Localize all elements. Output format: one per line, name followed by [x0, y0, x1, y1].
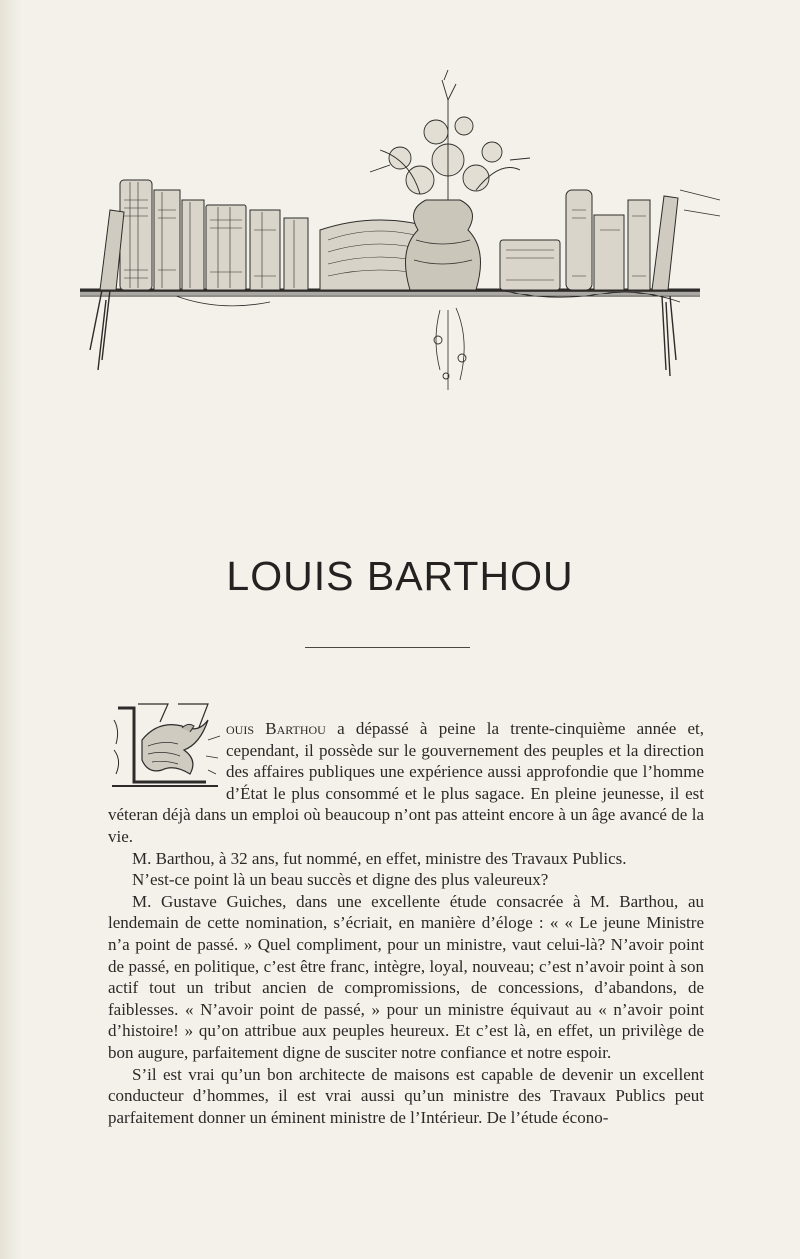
page-edge-shadow — [0, 0, 22, 1259]
paragraph-2: M. Barthou, à 32 ans, fut nommé, en effet, ministre des Travaux Publics. — [132, 848, 627, 868]
drop-cap-spacer — [108, 720, 226, 804]
paragraph-4: M. Gustave Guiches, dans une excellente étude consacrée à M. Barthou, au lendemain de cette nomination, s’écriait, en manière d’éloge : « « Le jeune Ministre n’a point de passé. » Quel compliment, pour un ministre, vaut celui-là? N’avoir point de passé, en politique, c’est être franc, intègre, loyal, nouveau; c’est n’avoir point à son actif tout un tribut ancien de compromissions, de concessions, d’abandons, de faiblesses. « N’avoir point de passé, » pour un ministre équivaut au « n’avoir point d’histoire! » qu’on attribue aux peuples heureux. Et c’est là, en effet, un privilège de bon augure, parfaitement digne de susciter notre confiance et notre espoir. — [108, 891, 704, 1062]
title-divider — [305, 647, 470, 648]
paragraph-1-lead: ouis Barthou — [226, 719, 326, 738]
page-title: LOUIS BARTHOU — [226, 553, 574, 599]
paragraph-1 — [108, 718, 704, 848]
body-text — [108, 718, 704, 1128]
paragraph-5: S’il est vrai qu’un bon architecte de maisons est capable de devenir un excellent conducteur d’hommes, il est vrai aussi qu’un ministre des Travaux Publics peut parfaitement donner un éminent ministre de l’Intérieur. De l’étude écono- — [108, 1064, 704, 1127]
paragraph-1-text: a dépassé à peine la trente-cinquième année et, cependant, il possède sur le gouvernement des peuples et la direction des affaires publiques une expérience aussi approfondie que l’homme d’État le plus consommé et le plus sagace. En pleine jeunesse, il est véteran déjà dans un emploi où beaucoup n’ont pas atteint encore à un âge avancé de la vie. — [108, 719, 704, 846]
paragraph-3: N’est-ce point là un beau succès et digne des plus valeureux? — [132, 870, 549, 890]
books-and-flowers-engraving-icon — [80, 40, 720, 410]
